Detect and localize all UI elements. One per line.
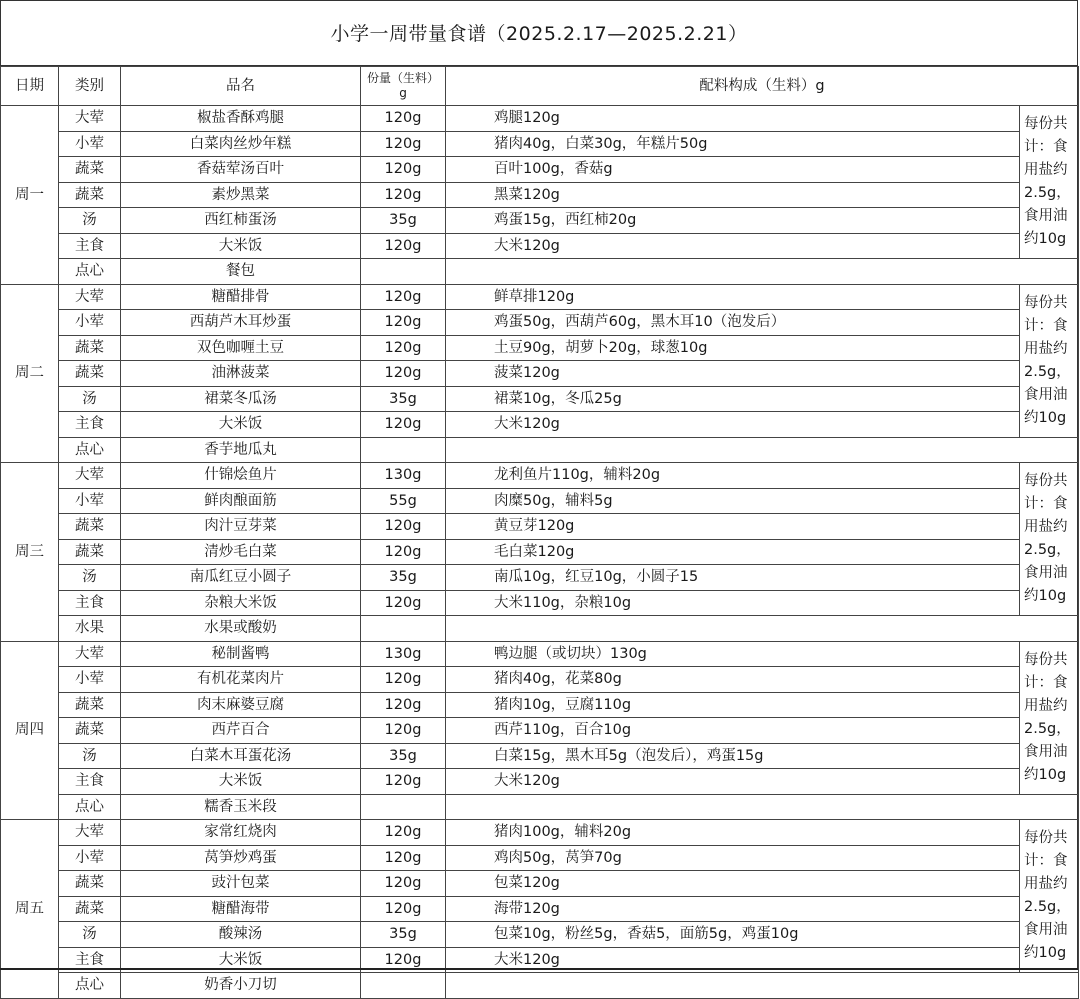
- category-cell: 蔬菜: [59, 896, 121, 922]
- table-row: [1, 743, 1079, 769]
- quantity-cell: 120g: [361, 412, 446, 438]
- ingredients-cell: 大米120g: [446, 947, 1020, 973]
- dish-name-cell: 南瓜红豆小圆子: [121, 565, 361, 591]
- table-row: [1, 871, 1079, 897]
- ingredients-cell: [446, 259, 1079, 285]
- category-cell: 大荤: [59, 106, 121, 132]
- quantity-cell: 120g: [361, 514, 446, 540]
- quantity-cell: 120g: [361, 896, 446, 922]
- quantity-cell: 120g: [361, 233, 446, 259]
- table-row: [1, 718, 1079, 744]
- ingredients-cell: 海带120g: [446, 896, 1020, 922]
- ingredients-cell: 大米120g: [446, 233, 1020, 259]
- table-row: [1, 514, 1079, 540]
- header-date: 日期: [1, 67, 59, 106]
- ingredients-cell: [446, 437, 1079, 463]
- category-cell: 汤: [59, 743, 121, 769]
- quantity-cell: [361, 437, 446, 463]
- dish-name-cell: 肉汁豆芽菜: [121, 514, 361, 540]
- table-row: [1, 361, 1079, 387]
- dish-name-cell: 酸辣汤: [121, 922, 361, 948]
- dish-name-cell: 西葫芦木耳炒蛋: [121, 310, 361, 336]
- dish-name-cell: 家常红烧肉: [121, 820, 361, 846]
- table-row: [1, 973, 1079, 999]
- quantity-cell: 120g: [361, 157, 446, 183]
- dish-name-cell: 什锦烩鱼片: [121, 463, 361, 489]
- table-row: [1, 922, 1079, 948]
- quantity-cell: 35g: [361, 386, 446, 412]
- quantity-cell: 120g: [361, 769, 446, 795]
- quantity-cell: 130g: [361, 463, 446, 489]
- quantity-cell: 35g: [361, 743, 446, 769]
- quantity-cell: 120g: [361, 106, 446, 132]
- header-ingredients: 配料构成（生料）g: [446, 67, 1079, 106]
- ingredients-cell: 鲜草排120g: [446, 284, 1020, 310]
- day-label: 周二: [1, 284, 59, 463]
- category-cell: 小荤: [59, 488, 121, 514]
- ingredients-cell: 包菜120g: [446, 871, 1020, 897]
- category-cell: 主食: [59, 412, 121, 438]
- header-row: [1, 67, 1079, 106]
- nutrition-note: 每份共计：食用盐约2.5g，食用油约10g: [1020, 463, 1079, 616]
- table-row: [1, 233, 1079, 259]
- category-cell: 汤: [59, 922, 121, 948]
- quantity-cell: 55g: [361, 488, 446, 514]
- ingredients-cell: 土豆90g，胡萝卜20g，球葱10g: [446, 335, 1020, 361]
- category-cell: 蔬菜: [59, 539, 121, 565]
- category-cell: 汤: [59, 208, 121, 234]
- ingredients-cell: 大米120g: [446, 769, 1020, 795]
- quantity-cell: 120g: [361, 947, 446, 973]
- dish-name-cell: 糖醋海带: [121, 896, 361, 922]
- dish-name-cell: 香菇荤汤百叶: [121, 157, 361, 183]
- table-row: [1, 310, 1079, 336]
- dish-name-cell: 双色咖喱土豆: [121, 335, 361, 361]
- table-row: [1, 539, 1079, 565]
- dish-name-cell: 有机花菜肉片: [121, 667, 361, 693]
- table-row: [1, 692, 1079, 718]
- ingredients-cell: 百叶100g，香菇g: [446, 157, 1020, 183]
- category-cell: 蔬菜: [59, 157, 121, 183]
- category-cell: 蔬菜: [59, 871, 121, 897]
- table-row: [1, 769, 1079, 795]
- ingredients-cell: 肉糜50g，辅料5g: [446, 488, 1020, 514]
- quantity-cell: 35g: [361, 922, 446, 948]
- ingredients-cell: 猪肉10g，豆腐110g: [446, 692, 1020, 718]
- dish-name-cell: 油淋菠菜: [121, 361, 361, 387]
- dish-name-cell: 大米饭: [121, 947, 361, 973]
- table-row: [1, 131, 1079, 157]
- category-cell: 点心: [59, 794, 121, 820]
- dish-name-cell: 肉末麻婆豆腐: [121, 692, 361, 718]
- category-cell: 小荤: [59, 667, 121, 693]
- category-cell: 点心: [59, 437, 121, 463]
- category-cell: 主食: [59, 947, 121, 973]
- quantity-cell: [361, 973, 446, 999]
- category-cell: 大荤: [59, 284, 121, 310]
- ingredients-cell: 鸭边腿（或切块）130g: [446, 641, 1020, 667]
- category-cell: 蔬菜: [59, 692, 121, 718]
- dish-name-cell: 水果或酸奶: [121, 616, 361, 642]
- quantity-cell: 35g: [361, 565, 446, 591]
- ingredients-cell: 猪肉100g，辅料20g: [446, 820, 1020, 846]
- quantity-cell: 120g: [361, 131, 446, 157]
- quantity-cell: 120g: [361, 667, 446, 693]
- header-quantity-line2: g: [399, 86, 407, 100]
- table-row: [1, 106, 1079, 132]
- quantity-cell: [361, 616, 446, 642]
- category-cell: 主食: [59, 590, 121, 616]
- table-row: [1, 667, 1079, 693]
- category-cell: 小荤: [59, 310, 121, 336]
- category-cell: 小荤: [59, 845, 121, 871]
- table-row: [1, 565, 1079, 591]
- dish-name-cell: 椒盐香酥鸡腿: [121, 106, 361, 132]
- ingredients-cell: [446, 973, 1079, 999]
- table-row: [1, 386, 1079, 412]
- dish-name-cell: 清炒毛白菜: [121, 539, 361, 565]
- category-cell: 蔬菜: [59, 361, 121, 387]
- dish-name-cell: 奶香小刀切: [121, 973, 361, 999]
- ingredients-cell: 白菜15g，黑木耳5g（泡发后），鸡蛋15g: [446, 743, 1020, 769]
- dish-name-cell: 裙菜冬瓜汤: [121, 386, 361, 412]
- ingredients-cell: 大米120g: [446, 412, 1020, 438]
- category-cell: 大荤: [59, 641, 121, 667]
- quantity-cell: 120g: [361, 845, 446, 871]
- ingredients-cell: 裙菜10g，冬瓜25g: [446, 386, 1020, 412]
- quantity-cell: 120g: [361, 182, 446, 208]
- bottom-rule: [0, 968, 1078, 970]
- category-cell: 点心: [59, 973, 121, 999]
- ingredients-cell: 南瓜10g，红豆10g，小圆子15: [446, 565, 1020, 591]
- ingredients-cell: 鸡蛋50g，西葫芦60g，黑木耳10（泡发后）: [446, 310, 1020, 336]
- ingredients-cell: 包菜10g，粉丝5g，香菇5，面筋5g，鸡蛋10g: [446, 922, 1020, 948]
- table-row: [1, 437, 1079, 463]
- table-row: [1, 157, 1079, 183]
- category-cell: 小荤: [59, 131, 121, 157]
- dish-name-cell: 香芋地瓜丸: [121, 437, 361, 463]
- quantity-cell: [361, 259, 446, 285]
- ingredients-cell: 大米110g，杂粮10g: [446, 590, 1020, 616]
- table-row: [1, 590, 1079, 616]
- table-row: [1, 616, 1079, 642]
- table-row: [1, 896, 1079, 922]
- day-label: 周五: [1, 820, 59, 999]
- day-label: 周三: [1, 463, 59, 642]
- table-row: [1, 845, 1079, 871]
- ingredients-cell: [446, 616, 1079, 642]
- table-row: [1, 412, 1079, 438]
- table-row: [1, 259, 1079, 285]
- quantity-cell: [361, 794, 446, 820]
- table-row: [1, 463, 1079, 489]
- menu-table: [0, 66, 1079, 999]
- ingredients-cell: 黑菜120g: [446, 182, 1020, 208]
- category-cell: 大荤: [59, 820, 121, 846]
- dish-name-cell: 糖醋排骨: [121, 284, 361, 310]
- table-row: [1, 488, 1079, 514]
- dish-name-cell: 鲜肉酿面筋: [121, 488, 361, 514]
- nutrition-note: 每份共计：食用盐约2.5g，食用油约10g: [1020, 284, 1079, 437]
- quantity-cell: 35g: [361, 208, 446, 234]
- dish-name-cell: 秘制酱鸭: [121, 641, 361, 667]
- dish-name-cell: 西红柿蛋汤: [121, 208, 361, 234]
- ingredients-cell: 鸡蛋15g，西红柿20g: [446, 208, 1020, 234]
- ingredients-cell: 猪肉40g，花菜80g: [446, 667, 1020, 693]
- quantity-cell: 120g: [361, 361, 446, 387]
- quantity-cell: 120g: [361, 692, 446, 718]
- dish-name-cell: 杂粮大米饭: [121, 590, 361, 616]
- ingredients-cell: 龙利鱼片110g，辅料20g: [446, 463, 1020, 489]
- dish-name-cell: 西芹百合: [121, 718, 361, 744]
- table-row: [1, 794, 1079, 820]
- category-cell: 点心: [59, 259, 121, 285]
- category-cell: 汤: [59, 386, 121, 412]
- table-row: [1, 335, 1079, 361]
- dish-name-cell: 白菜木耳蛋花汤: [121, 743, 361, 769]
- table-row: [1, 208, 1079, 234]
- dish-name-cell: 豉汁包菜: [121, 871, 361, 897]
- quantity-cell: 120g: [361, 539, 446, 565]
- ingredients-cell: 鸡肉50g，莴笋70g: [446, 845, 1020, 871]
- table-row: [1, 182, 1079, 208]
- ingredients-cell: 菠菜120g: [446, 361, 1020, 387]
- dish-name-cell: 大米饭: [121, 233, 361, 259]
- category-cell: 主食: [59, 769, 121, 795]
- header-quantity-line1: 份量（生料）: [366, 71, 439, 85]
- nutrition-note: 每份共计：食用盐约2.5g，食用油约10g: [1020, 106, 1079, 259]
- quantity-cell: 130g: [361, 641, 446, 667]
- category-cell: 大荤: [59, 463, 121, 489]
- ingredients-cell: [446, 794, 1079, 820]
- category-cell: 汤: [59, 565, 121, 591]
- quantity-cell: 120g: [361, 718, 446, 744]
- dish-name-cell: 素炒黑菜: [121, 182, 361, 208]
- dish-name-cell: 餐包: [121, 259, 361, 285]
- ingredients-cell: 猪肉40g，白菜30g，年糕片50g: [446, 131, 1020, 157]
- page-title: 小学一周带量食谱（2025.2.17—2025.2.21）: [0, 0, 1078, 66]
- day-label: 周一: [1, 106, 59, 285]
- ingredients-cell: 西芹110g，百合10g: [446, 718, 1020, 744]
- table-row: [1, 820, 1079, 846]
- category-cell: 蔬菜: [59, 718, 121, 744]
- quantity-cell: 120g: [361, 335, 446, 361]
- nutrition-note: 每份共计：食用盐约2.5g，食用油约10g: [1020, 820, 1079, 973]
- quantity-cell: 120g: [361, 284, 446, 310]
- dish-name-cell: 大米饭: [121, 769, 361, 795]
- header-name: 品名: [121, 67, 361, 106]
- category-cell: 蔬菜: [59, 335, 121, 361]
- dish-name-cell: 大米饭: [121, 412, 361, 438]
- ingredients-cell: 黄豆芽120g: [446, 514, 1020, 540]
- category-cell: 主食: [59, 233, 121, 259]
- table-row: [1, 641, 1079, 667]
- dish-name-cell: 糯香玉米段: [121, 794, 361, 820]
- nutrition-note: 每份共计：食用盐约2.5g，食用油约10g: [1020, 641, 1079, 794]
- quantity-cell: 120g: [361, 820, 446, 846]
- quantity-cell: 120g: [361, 871, 446, 897]
- category-cell: 蔬菜: [59, 514, 121, 540]
- dish-name-cell: 莴笋炒鸡蛋: [121, 845, 361, 871]
- ingredients-cell: 鸡腿120g: [446, 106, 1020, 132]
- dish-name-cell: 白菜肉丝炒年糕: [121, 131, 361, 157]
- category-cell: 蔬菜: [59, 182, 121, 208]
- table-row: [1, 284, 1079, 310]
- ingredients-cell: 毛白菜120g: [446, 539, 1020, 565]
- header-quantity: [361, 67, 446, 106]
- day-label: 周四: [1, 641, 59, 820]
- header-category: 类别: [59, 67, 121, 106]
- quantity-cell: 120g: [361, 590, 446, 616]
- quantity-cell: 120g: [361, 310, 446, 336]
- category-cell: 水果: [59, 616, 121, 642]
